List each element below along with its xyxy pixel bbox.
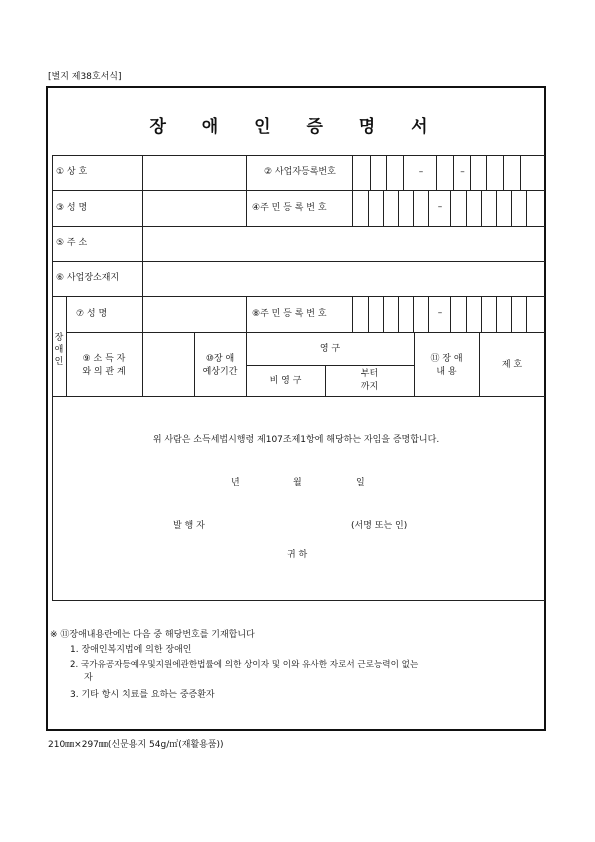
label-relation-2: 와 의 관 계 [82, 367, 126, 377]
digit-box [428, 296, 429, 332]
digit-box [386, 155, 387, 190]
digit-box [398, 190, 399, 226]
label-business-name: ① 상 호 [56, 167, 88, 177]
digit-box [496, 190, 497, 226]
digit-box [466, 190, 467, 226]
label-period-1: ⑩장 애 [205, 354, 235, 364]
divider [52, 155, 53, 600]
date-month: 월 [293, 478, 302, 488]
side-char: 인 [54, 357, 64, 367]
label-disabled-resident-no: ⑧주 민 등 록 번 호 [252, 309, 327, 319]
label-name: ③ 성 명 [56, 203, 88, 213]
divider [414, 332, 415, 396]
date-year: 년 [231, 478, 240, 488]
divider [52, 226, 545, 227]
label-period-2: 예상기간 [202, 367, 238, 377]
digit-box [481, 296, 482, 332]
label-non-permanent: 비 영 구 [269, 376, 302, 386]
digit-box [526, 190, 527, 226]
label-disabled-name: ⑦ 성 명 [76, 309, 108, 319]
side-char: 장 [54, 333, 64, 343]
label-disabled-section [52, 332, 66, 368]
digit-box [383, 190, 384, 226]
divider [52, 155, 545, 156]
digit-box [453, 155, 454, 190]
label-workplace: ⑥ 사업장소재지 [56, 273, 120, 283]
digit-box [370, 155, 371, 190]
digit-box [511, 190, 512, 226]
side-char: 애 [54, 345, 64, 355]
digit-box [413, 296, 414, 332]
label-content-1: ⑪ 장 애 [430, 354, 463, 364]
digit-box [450, 190, 451, 226]
digit-box [520, 155, 521, 190]
date-day: 일 [356, 478, 365, 488]
digit-box [503, 155, 504, 190]
digit-box [466, 296, 467, 332]
digit-box [481, 190, 482, 226]
label-relation-1: ⑨ 소 득 자 [82, 354, 126, 364]
divider [246, 365, 414, 366]
digit-box [496, 296, 497, 332]
separator-dash: – [418, 167, 424, 177]
divider [52, 600, 545, 601]
digit-box [368, 190, 369, 226]
form-reference: [별지 제38호서식] [48, 72, 122, 82]
digit-box [486, 155, 487, 190]
digit-box [470, 155, 471, 190]
digit-box [383, 296, 384, 332]
separator-dash: – [460, 167, 465, 177]
label-content-2: 내 용 [436, 367, 457, 377]
signature-label: (서명 또는 인) [351, 521, 408, 531]
digit-box [436, 155, 437, 190]
divider [66, 332, 545, 333]
separator-dash: – [437, 202, 443, 212]
issuer-label: 발 행 자 [173, 521, 205, 531]
label-address: ⑤ 주 소 [56, 238, 88, 248]
recipient-label: 귀 하 [287, 550, 308, 560]
divider [246, 155, 247, 226]
divider [66, 296, 67, 396]
label-number: 제 호 [501, 360, 523, 370]
divider [52, 396, 545, 397]
divider [52, 261, 545, 262]
label-until: 까지 [360, 382, 379, 392]
notes-item-1: 1. 장애인복지법에 의한 장애인 [70, 645, 192, 655]
digit-box [526, 296, 527, 332]
document-title: 장 애 인 증 명 서 [149, 117, 443, 137]
divider [52, 190, 545, 191]
paper-spec: 210㎜×297㎜(신문용지 54g/㎡(재활용품)) [48, 740, 224, 750]
digit-box [398, 296, 399, 332]
digit-box [511, 296, 512, 332]
notes-item-2-cont: 자 [84, 673, 93, 683]
divider [194, 332, 195, 396]
label-resident-no: ④주 민 등 록 번 호 [252, 203, 327, 213]
divider [52, 296, 545, 297]
notes-lead: ※ ⑪장애내용란에는 다음 중 해당번호를 기재합니다 [50, 630, 255, 640]
divider [352, 155, 353, 226]
separator-dash: – [437, 308, 443, 318]
digit-box [413, 190, 414, 226]
label-from: 부터 [360, 369, 379, 379]
label-permanent: 영 구 [319, 344, 341, 354]
divider [142, 296, 143, 396]
certification-statement: 위 사람은 소득세법시행령 제107조제1항에 해당하는 자임을 증명합니다. [152, 435, 440, 445]
digit-box [403, 155, 404, 190]
digit-box [368, 296, 369, 332]
digit-box [450, 296, 451, 332]
divider [142, 155, 143, 296]
digit-box [428, 190, 429, 226]
label-business-reg-no: ② 사업자등록번호 [264, 167, 336, 177]
notes-item-3: 3. 기타 항시 치료를 요하는 중증환자 [70, 690, 215, 700]
divider [352, 296, 353, 332]
notes-item-2: 2. 국가유공자등예우및지원에관한법률에 의한 상이자 및 이와 유사한 자로서 근로능력이 없는 [70, 660, 419, 670]
